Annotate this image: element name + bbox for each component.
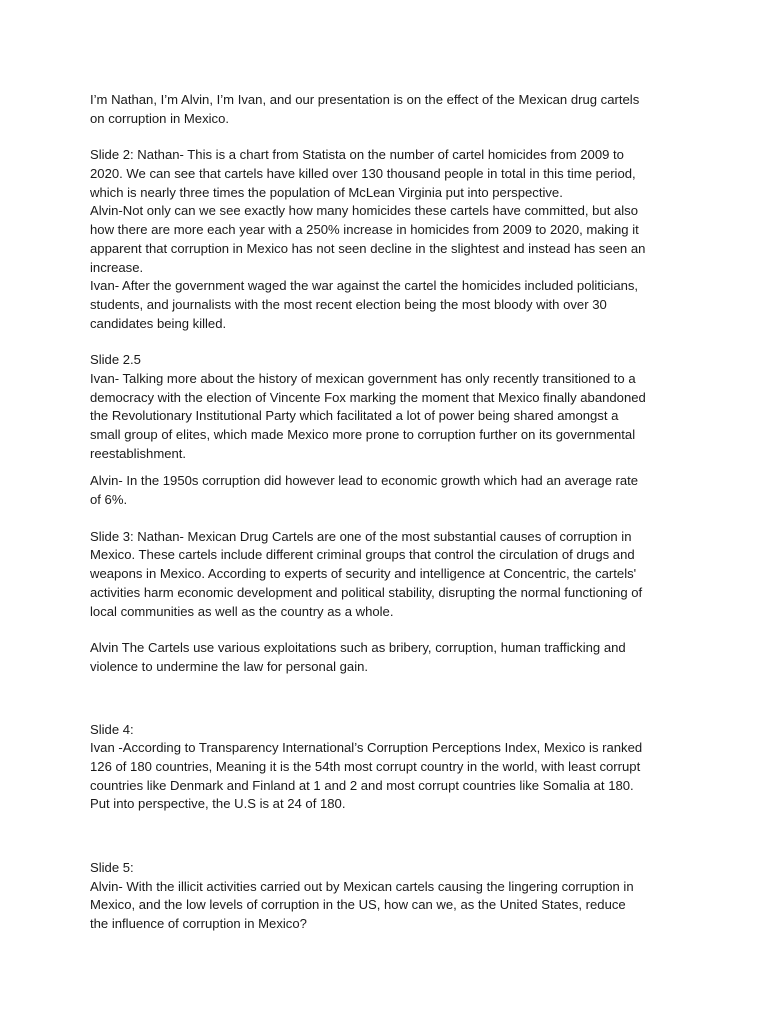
text-line: Alvin-Not only can we see exactly how many homicides these cartels have committed, but also xyxy=(90,203,639,219)
text-line: countries like Denmark and Finland at 1 and 2 and most corrupt countries like Somalia at 180. xyxy=(90,777,634,793)
text-line: increase. xyxy=(90,259,144,275)
text-line: Alvin- With the illicit activities carried out by Mexican cartels causing the lingering corruption in xyxy=(90,878,634,894)
slide3-nathan-paragraph xyxy=(90,528,690,621)
text-line: which is nearly three times the population of McLean Virginia put into perspective. xyxy=(90,184,563,200)
text-line: 2020. We can see that cartels have killed over 130 thousand people in total in this time period, xyxy=(90,166,636,182)
text-line: weapons in Mexico. According to experts of security and intelligence at Concentric, the cartels' xyxy=(90,566,637,582)
text-line: small group of elites, which made Mexico more prone to corruption further on its governmental xyxy=(90,427,636,442)
text-line: Slide 2: Nathan- This is a chart from Statista on the number of cartel homicides from 2009 to xyxy=(90,147,624,163)
section-heading: Slide 2.5 xyxy=(90,352,141,368)
text-line: the Revolutionary Institutional Party which facilitated a lot of power being shared amongst a xyxy=(90,408,619,424)
intro-paragraph xyxy=(90,91,690,128)
slide3-alvin-paragraph xyxy=(90,639,690,676)
text-line: Alvin- In the 1950s corruption did however lead to economic growth which had an average rate xyxy=(90,473,639,489)
section-heading: Slide 4: xyxy=(90,721,134,737)
text-line: local communities as well as the country as a whole. xyxy=(90,603,394,619)
text-line: Ivan- Talking more about the history of mexican government has only recently transitioned to a xyxy=(90,370,636,386)
text-line: of 6%. xyxy=(90,492,128,508)
text-line: Mexico, and the low levels of corruption in the US, how can we, as the United States, reduce xyxy=(90,897,626,913)
text-line: violence to undermine the law for personal gain. xyxy=(90,658,369,674)
text-line: the influence of corruption in Mexico? xyxy=(90,916,307,932)
slide2-5-alvin-paragraph xyxy=(90,472,690,509)
text-line: Slide 3: Nathan- Mexican Drug Cartels are one of the most substantial causes of corruption in xyxy=(90,528,632,544)
text-line: on corruption in Mexico. xyxy=(90,110,230,126)
text-line: democracy with the election of Vincente Fox marking the moment that Mexico finally abandoned xyxy=(90,389,646,405)
text-line: apparent that corruption in Mexico has not seen decline in the slightest and instead has seen an xyxy=(90,240,646,256)
text-line: candidates being killed. xyxy=(90,315,227,331)
text-line: Ivan -According to Transparency International’s Corruption Perceptions Index, Mexico is ranked xyxy=(90,740,643,756)
text-line: Put into perspective, the U.S is at 24 of 180. xyxy=(90,796,346,812)
slide2-ivan-paragraph xyxy=(90,277,690,333)
text-line: I’m Nathan, I’m Alvin, I’m Ivan, and our presentation is on the effect of the Mexican drug cartels xyxy=(90,92,640,107)
text-line: Ivan- After the government waged the war against the cartel the homicides included politicians, xyxy=(90,278,639,294)
slide2-nathan-paragraph xyxy=(90,146,690,202)
text-line: students, and journalists with the most recent election being the most bloody with over 30 xyxy=(90,296,607,312)
text-line: activities harm economic development and political stability, disrupting the normal functioning of xyxy=(90,584,643,600)
text-line: 126 of 180 countries, Meaning it is the 54th most corrupt country in the world, with least corrupt xyxy=(90,758,641,774)
slide5-section xyxy=(90,859,690,934)
text-line: Alvin The Cartels use various exploitations such as bribery, corruption, human trafficking and xyxy=(90,640,626,656)
slide2-5-section xyxy=(90,351,690,463)
text-line: reestablishment. xyxy=(90,445,187,461)
text-line: Mexico. These cartels include different criminal groups that control the circulation of drugs and xyxy=(90,547,635,563)
document-body xyxy=(90,91,690,934)
text-line: how there are more each year with a 250% increase in homicides from 2009 to 2020, making it xyxy=(90,222,639,238)
slide4-section xyxy=(90,721,690,814)
section-heading: Slide 5: xyxy=(90,860,134,875)
slide2-alvin-paragraph xyxy=(90,202,690,277)
